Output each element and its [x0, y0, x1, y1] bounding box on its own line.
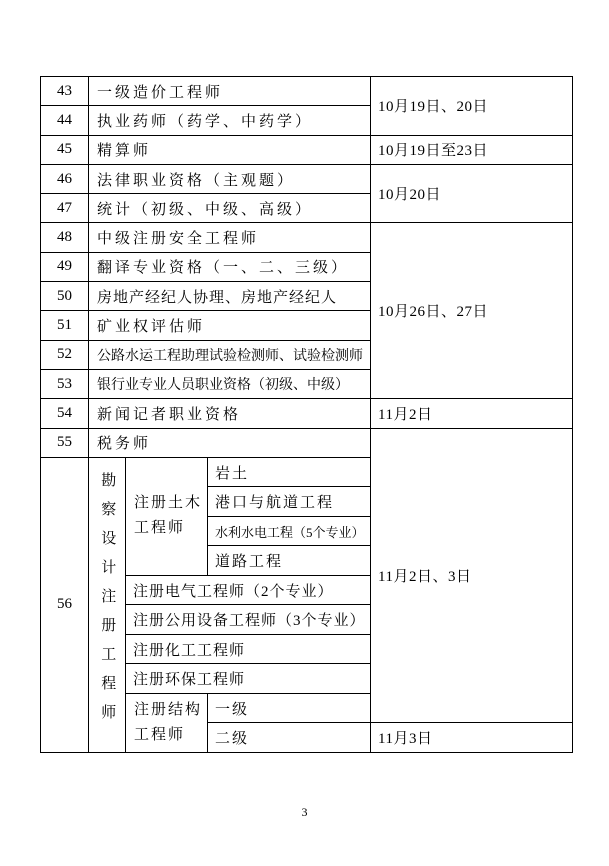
structural-level: 一级	[208, 693, 371, 723]
row-number: 52	[41, 340, 89, 369]
table-row	[41, 399, 573, 428]
exam-date: 10月26日、27日	[371, 223, 573, 399]
civil-title-line: 工程师	[134, 520, 186, 537]
exam-date: 11月2日	[371, 399, 573, 428]
row-number: 49	[41, 252, 89, 281]
table-row	[41, 135, 573, 164]
exam-date: 10月19日、20日	[371, 77, 573, 136]
engineer-type: 注册环保工程师	[126, 664, 371, 694]
row-number: 55	[41, 428, 89, 457]
exam-name: 银行业专业人员职业资格（初级、中级）	[89, 369, 371, 398]
civil-engineer-title-cell	[126, 457, 208, 575]
structural-title-line: 工程师	[134, 726, 186, 743]
exam-schedule-table	[40, 76, 573, 753]
row-number: 43	[41, 77, 89, 106]
row-number: 48	[41, 223, 89, 252]
civil-specialty: 道路工程	[208, 546, 371, 576]
row-number: 44	[41, 106, 89, 135]
row-number: 50	[41, 282, 89, 311]
civil-title-line: 注册土木	[134, 495, 203, 512]
table-row	[41, 428, 573, 457]
engineer-type: 注册公用设备工程师（3个专业）	[126, 605, 371, 635]
page-number: 3	[301, 805, 308, 819]
exam-name: 统计（初级、中级、高级）	[89, 194, 371, 223]
civil-specialty: 岩土	[208, 457, 371, 487]
exam-name: 法律职业资格（主观题）	[89, 164, 371, 193]
exam-name: 矿业权评估师	[89, 311, 371, 340]
row-number: 46	[41, 164, 89, 193]
row-number: 45	[41, 135, 89, 164]
exam-name: 新闻记者职业资格	[89, 399, 371, 428]
exam-name: 翻译专业资格（一、二、三级）	[89, 252, 371, 281]
row-number: 53	[41, 369, 89, 398]
exam-name: 房地产经纪人协理、房地产经纪人	[89, 282, 371, 311]
engineer-type: 注册化工工程师	[126, 634, 371, 664]
row-number: 47	[41, 194, 89, 223]
exam-date: 10月19日至23日	[371, 135, 573, 164]
exam-name: 执业药师（药学、中药学）	[89, 106, 371, 135]
exam-name: 公路水运工程助理试验检测师、试验检测师	[89, 340, 371, 369]
structural-level: 二级	[208, 723, 371, 753]
row-number: 54	[41, 399, 89, 428]
table-row	[41, 164, 573, 193]
exam-name: 中级注册安全工程师	[89, 223, 371, 252]
row-number: 51	[41, 311, 89, 340]
structural-engineer-title-cell	[126, 693, 208, 752]
exam-name: 一级造价工程师	[89, 77, 371, 106]
civil-specialty: 港口与航道工程	[208, 487, 371, 517]
row-number: 56	[41, 457, 89, 752]
group-title-cell	[89, 457, 126, 752]
exam-name: 精算师	[89, 135, 371, 164]
exam-name: 税务师	[89, 428, 371, 457]
engineer-type: 注册电气工程师（2个专业）	[126, 575, 371, 605]
vertical-group-label: 勘察设计注册工程师	[99, 471, 116, 733]
structural-title-line: 注册结构	[134, 701, 203, 718]
exam-date: 10月20日	[371, 164, 573, 223]
exam-date: 11月2日、3日	[371, 428, 573, 723]
civil-specialty: 水利水电工程（5个专业）	[208, 516, 371, 546]
table-row	[41, 223, 573, 252]
table-row	[41, 77, 573, 106]
exam-date: 11月3日	[371, 723, 573, 753]
